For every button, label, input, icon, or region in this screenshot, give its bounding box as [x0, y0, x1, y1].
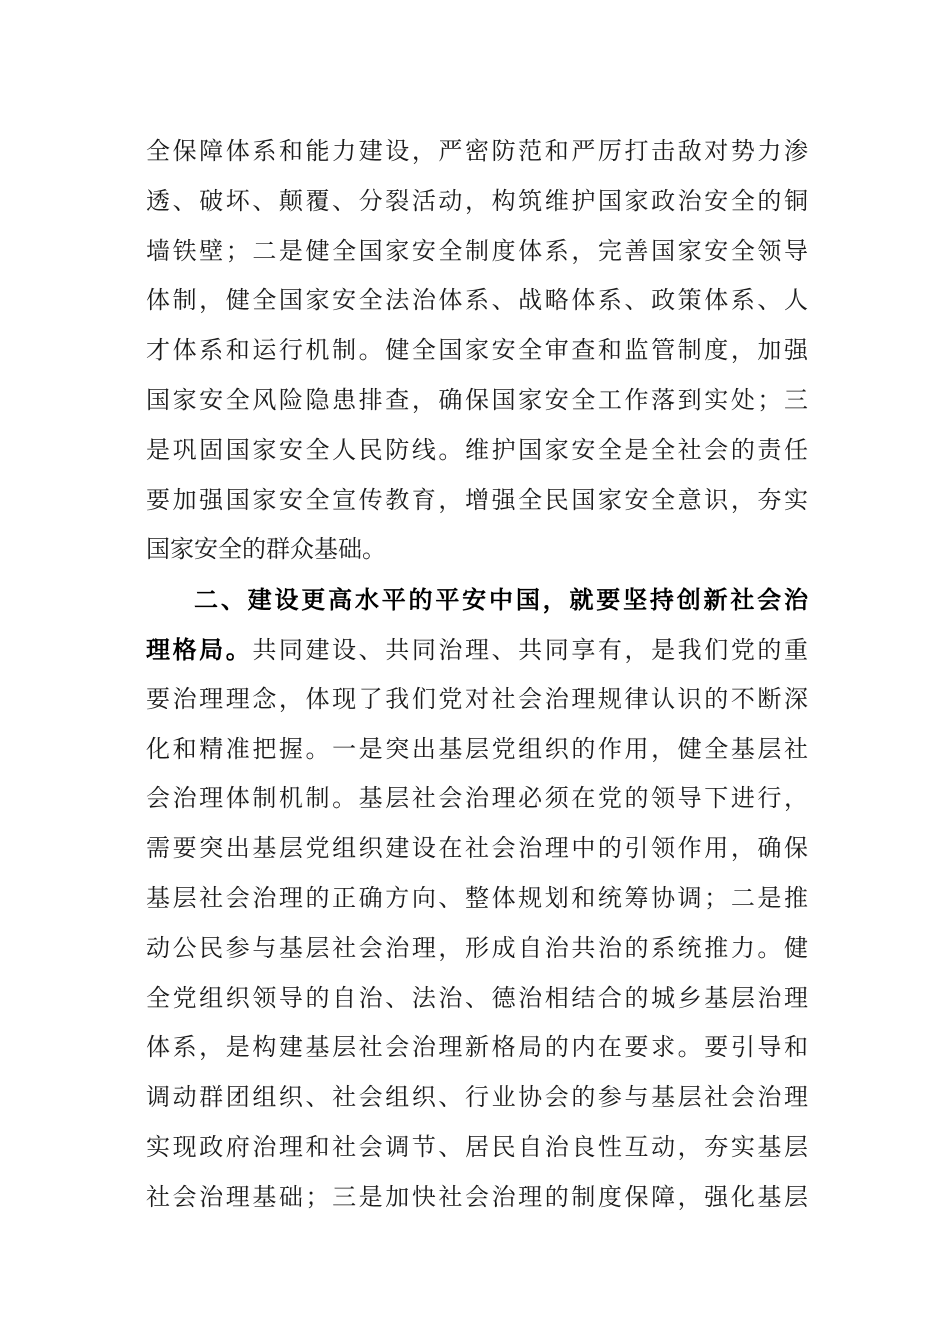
text-line: 体制，健全国家安全法治体系、战略体系、政策体系、人 — [146, 286, 808, 315]
text-line: 会治理体制机制。基层社会治理必须在党的领导下进行， — [146, 784, 808, 813]
text-line: 国家安全风险隐患排查，确保国家安全工作落到实处；三 — [146, 385, 808, 414]
text-line: 全保障体系和能力建设，严密防范和严厉打击敌对势力渗 — [146, 137, 808, 165]
text-line: 要治理理念，体现了我们党对社会治理规律认识的不断深 — [146, 684, 808, 713]
text-line: 国家安全的群众基础。 — [146, 535, 386, 564]
text-line: 墙铁壁；二是健全国家安全制度体系，完善国家安全领导 — [146, 236, 808, 265]
text-line: 社会治理基础；三是加快社会治理的制度保障，强化基层 — [146, 1182, 808, 1211]
text-line: 是巩固国家安全人民防线。维护国家安全是全社会的责任 — [146, 435, 808, 464]
text-line: 调动群团组织、社会组织、行业协会的参与基层社会治理 — [146, 1083, 808, 1112]
text-line: 实现政府治理和社会调节、居民自治良性互动，夯实基层 — [146, 1132, 808, 1161]
text-line: 透、破坏、颠覆、分裂活动，构筑维护国家政治安全的铜 — [146, 186, 808, 215]
text-line: 基层社会治理的正确方向、整体规划和统筹协调；二是推 — [146, 883, 808, 912]
text-line: 才体系和运行机制。健全国家安全审查和监管制度，加强 — [146, 336, 808, 365]
section-heading: 二、建设更高水平的平安中国，就要坚持创新社会治 — [194, 585, 808, 615]
text-line: 体系，是构建基层社会治理新格局的内在要求。要引导和 — [146, 1033, 808, 1062]
text-line: 化和精准把握。一是突出基层党组织的作用，健全基层社 — [146, 734, 808, 763]
text-line: 动公民参与基层社会治理，形成自治共治的系统推力。健 — [146, 933, 808, 962]
text-line: 需要突出基层党组织建设在社会治理中的引领作用，确保 — [146, 834, 808, 863]
text-line: 要加强国家安全宣传教育，增强全民国家安全意识，夯实 — [146, 485, 808, 514]
text-line — [146, 625, 808, 675]
section-heading-end: 理格局。 — [146, 634, 253, 664]
text-line: 全党组织领导的自治、法治、德治相结合的城乡基层治理 — [146, 983, 808, 1012]
text-span: 共同建设、共同治理、共同享有，是我们党的重 — [252, 635, 808, 664]
document-body — [146, 127, 808, 1223]
